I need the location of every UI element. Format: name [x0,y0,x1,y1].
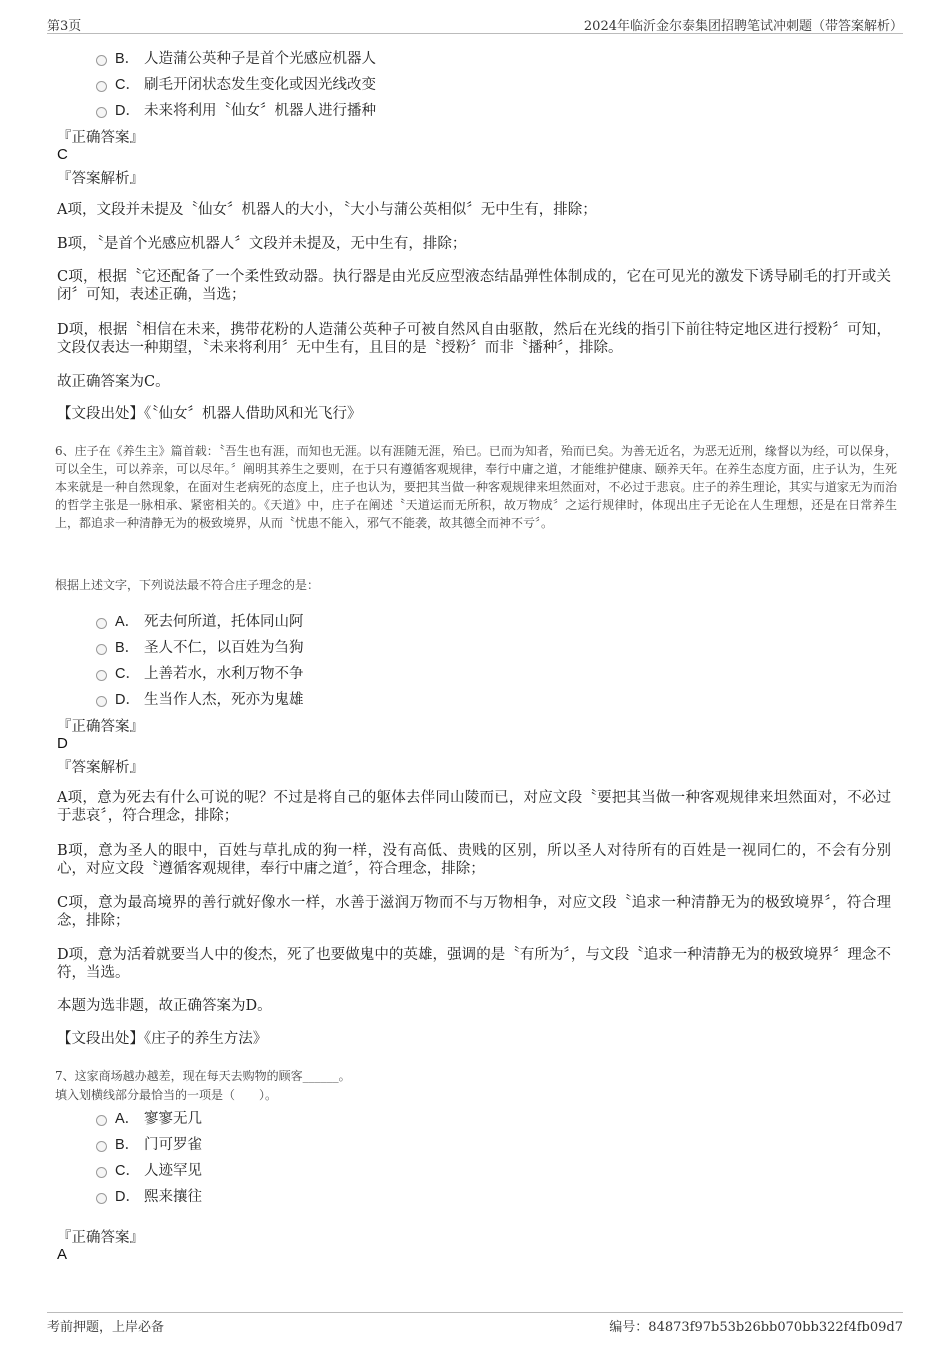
q6-analysis-d: D项，意为活着就要当人中的俊杰，死了也要做鬼中的英雄，强调的是〝有所为〞，与文段〝追求一种清静无为的极致境界〞理念不符，当选。 [57,947,891,981]
q6-question: 根据上述文字，下列说法最不符合庄子理念的是： [55,578,320,592]
q6-analysis-label: 『答案解析』 [57,760,144,776]
option-letter: B． [115,1137,140,1153]
radio-icon[interactable] [96,1141,107,1152]
radio-icon[interactable] [96,696,107,707]
q6-source: 【文段出处】《庄子的养生方法》 [57,1031,268,1047]
q5-answer: C [57,146,68,163]
option-letter: B． [115,640,140,656]
option-letter: D． [115,692,140,708]
option-letter: A． [115,1111,140,1127]
option-text: 熙来攘往 [144,1189,202,1205]
option-text: 生当作人杰，死亦为鬼雄 [144,692,304,708]
q6-analysis-c: C项，意为最高境界的善行就好像水一样，水善于滋润万物而不与万物相争，对应文段〝追求一种清静无为的极致境界〞，符合理念，排除； [57,895,891,929]
footer-code: 编号：84873f97b53b26bb070bb322f4fb09d7 [609,1320,903,1335]
option-letter: D． [115,103,140,119]
radio-icon[interactable] [96,81,107,92]
q6-answer-label: 『正确答案』 [57,719,144,735]
q5-answer-label: 『正确答案』 [57,130,144,146]
q6-analysis-a: A项，意为死去有什么可说的呢？不过是将自己的躯体去伴同山陵而已，对应文段〝要把其当做一种客观规律来坦然面对，不必过于悲哀〞，符合理念，排除； [57,790,891,824]
option-text: 门可罗雀 [144,1137,202,1153]
option-text: 人造蒲公英种子是首个光感应机器人 [144,51,376,67]
option-letter: B． [115,51,140,67]
page-footer [47,1312,903,1334]
option-letter: D． [115,1189,140,1205]
q5-analysis-label: 『答案解析』 [57,171,144,187]
radio-icon[interactable] [96,55,107,66]
option-letter: C． [115,1163,140,1179]
option-text: 人迹罕见 [144,1163,202,1179]
radio-icon[interactable] [96,644,107,655]
q6-stem: 6、庄子在《养生主》篇首载：〝吾生也有涯，而知也无涯。以有涯随无涯，殆已。已而为知者，殆而已矣。为善无近名，为恶无近刑，缘督以为经，可以保身，可以全生，可以养亲，可以尽年。〞阐明其养生之要则，在于只有遵循客观规律，奉行中庸之道，才能维护健康、颐养天年。在养生态度方面，庄子认为，生死本来就是一种自然现象，在面对生老病死的态度上，庄子也认为，要把其当做一种客观规律来坦然面对，不必过于悲哀。庄子的养生理论，其实与道家无为而治的哲学主张是一脉相承、紧密相关的。《天道》中，庄子在阐述〝天道运而无所积，故万物成〞之运行规律时，体现出庄子无论在人生理想，还是在日常养生上，都追求一种清静无为的极致境界，从而〝忧患不能入，邪气不能袭，故其德全而神不亏〞。 [55,444,897,530]
radio-icon[interactable] [96,1115,107,1126]
footer-slogan: 考前押题，上岸必备 [47,1320,165,1335]
q6-answer: D [57,735,68,752]
option-text: 上善若水，水利万物不争 [144,666,304,682]
q5-analysis-a: A项，文段并未提及〝仙女〞机器人的大小，〝大小与蒲公英相似〞无中生有，排除； [57,202,597,218]
option-text: 刷毛开闭状态发生变化或因光线改变 [144,77,376,93]
option-text: 未来将利用〝仙女〞机器人进行播种 [144,103,376,119]
radio-icon[interactable] [96,107,107,118]
option-letter: C． [115,666,140,682]
q7-answer-label: 『正确答案』 [57,1230,144,1246]
q5-source: 【文段出处】《〝仙女〞机器人借助风和光飞行》 [57,406,362,422]
option-text: 圣人不仁，以百姓为刍狗 [144,640,304,656]
document-title: 2024年临沂金尔泰集团招聘笔试冲刺题（带答案解析） [583,19,903,34]
option-text: 死去何所道，托体同山阿 [144,614,304,630]
q6-conclusion: 本题为选非题，故正确答案为D。 [57,998,272,1014]
option-text: 寥寥无几 [144,1111,202,1127]
radio-icon[interactable] [96,1167,107,1178]
q6-analysis-b: B项，意为圣人的眼中，百姓与草扎成的狗一样，没有高低、贵贱的区别，所以圣人对待所有的百姓是一视同仁的，不会有分别心，对应文段〝遵循客观规律，奉行中庸之道〞，符合理念，排除； [57,843,891,877]
q7-stem: 7、这家商场越办越差，现在每天去购物的顾客______。 [55,1069,351,1083]
page-header [47,14,903,34]
q7-answer: A [57,1246,68,1263]
radio-icon[interactable] [96,618,107,629]
radio-icon[interactable] [96,670,107,681]
q5-analysis-b: B项，〝是首个光感应机器人〞文段并未提及，无中生有，排除； [57,236,467,252]
q7-instruction: 填入划横线部分最恰当的一项是（ ）。 [55,1088,278,1102]
q5-analysis-d: D项，根据〝相信在未来，携带花粉的人造蒲公英种子可被自然风自由驱散，然后在光线的指引下前往特定地区进行授粉〞可知，文段仅表达一种期望，〝未来将利用〞无中生有，且目的是〝授粉〞而非〝播种〞，排除。 [57,322,891,356]
q5-conclusion: 故正确答案为C。 [57,374,170,390]
option-letter: A． [115,614,140,630]
q5-analysis-c: C项，根据〝它还配备了一个柔性致动器。执行器是由光反应型液态结晶弹性体制成的，它在可见光的激发下诱导刷毛的打开或关闭〞可知，表述正确，当选； [57,269,891,303]
radio-icon[interactable] [96,1193,107,1204]
page-number: 第3页 [47,19,82,34]
option-letter: C． [115,77,140,93]
